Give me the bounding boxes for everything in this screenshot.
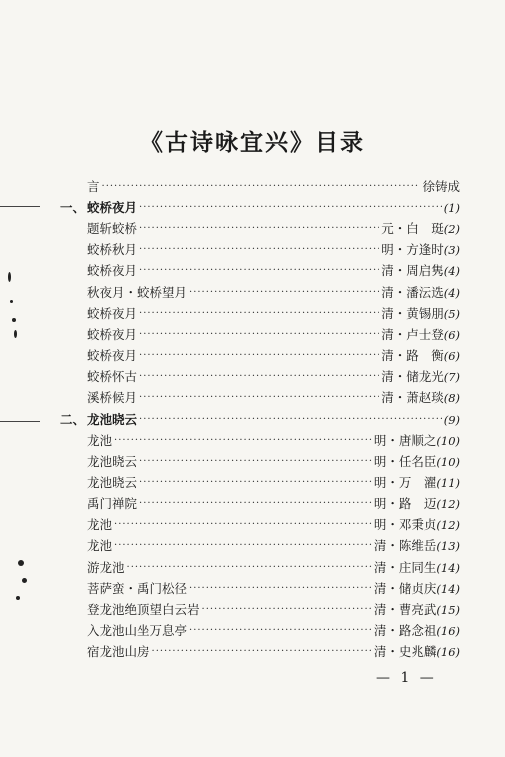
toc-entry-author: 明・方逢时 [381,242,444,258]
toc-entry-title: 龙池晓云 [87,474,138,490]
toc-entry-title: 言 [87,179,100,194]
toc-entry-title: 蛟桥夜月 [87,305,138,321]
toc-entry-page: (11) [436,475,460,490]
leader-dots [202,601,372,619]
leader-dots [114,537,372,555]
toc-entry-author: 清・卢士登 [381,326,444,342]
toc-entry-title: 溪桥候月 [87,390,138,406]
toc-entry-title: 蛟桥夜月 [87,348,138,364]
toc-entry-page: (12) [436,497,460,512]
toc-entry-title: 题斩蛟桥 [87,221,138,237]
toc-entry-author: 明・任名臣 [373,453,437,469]
leader-dots [189,622,372,640]
toc-row [60,643,460,661]
toc-entry-author: 徐铸成 [422,179,460,194]
toc-row [60,474,460,492]
toc-entry-author: 清・潘沄选 [381,284,444,300]
toc-row [60,241,460,259]
toc-entry-author: 清・陈维岳 [373,538,437,554]
leader-dots [189,284,379,302]
toc-row [60,432,460,450]
toc-entry-page: (7) [443,370,460,385]
leader-dots [139,305,379,323]
toc-entry-page: (4) [443,264,460,279]
toc-entry-title: 蛟桥怀古 [87,369,138,385]
toc-entry-author: 清・曹亮武 [373,601,437,617]
toc-row [60,495,460,513]
toc-section-row [60,411,460,429]
toc-entry-title: 龙池 [87,432,113,448]
toc-entry-page: (14) [436,560,460,575]
toc-entry-author: 清・周启隽 [381,263,444,279]
toc-entry-page: (6) [443,349,460,364]
toc-entry-title: 蛟桥秋月 [87,242,138,258]
toc-entry-author: 清・史兆麟 [373,644,437,660]
toc-entry-title: 蛟桥夜月 [87,326,138,342]
toc-entry-author: 明・唐顺之 [373,432,437,448]
leader-dots [139,411,442,429]
page-number: — 1 — [376,670,437,686]
leader-dots [139,389,379,407]
leader-dots [114,516,372,534]
toc-row [60,622,460,640]
toc-row [60,453,460,471]
section-number: 二、 [60,411,86,427]
toc-entry-title: 游龙池 [87,559,125,575]
leader-dots [139,453,372,471]
toc-row [60,262,460,280]
toc-entry-author: 清・萧赵琰 [381,390,444,406]
toc-entry-page: (5) [443,306,460,321]
toc-row [60,368,460,386]
toc-section-row [60,199,460,217]
toc-entry-page: (12) [436,518,460,533]
toc-entry-title: 龙池 [87,538,113,554]
toc-entry-author: 清・路 衡 [381,348,444,364]
leader-dots [139,326,379,344]
toc-entry-page: (16) [436,645,460,660]
toc-entry-page: (13) [436,539,460,554]
toc-entry-author: 明・万 濯 [373,474,437,490]
leader-dots [114,432,372,450]
toc-entry-author: 清・黄锡朋 [381,305,444,321]
leader-dots [139,474,372,492]
toc-row [60,559,460,577]
toc-row [60,305,460,323]
toc-entry-author: 清・储龙光 [381,369,444,385]
leader-dots [127,559,372,577]
leader-dots [152,643,372,661]
toc-row [60,580,460,598]
toc-entry-page: (1) [443,201,460,215]
toc-entry-page: (3) [443,243,460,258]
toc-entry-title: 禹门禅院 [87,496,138,512]
toc-row [60,220,460,238]
leader-dots [139,495,372,513]
section-number: 一、 [60,200,86,215]
toc-entry-page: (15) [436,602,460,617]
toc-entry-page: (10) [436,433,460,448]
toc-row [60,326,460,344]
toc-entry-title: 秋夜月・蛟桥望月 [87,284,188,300]
toc-entry-author: 明・邓秉贞 [373,517,437,533]
leader-dots [139,241,379,259]
toc-entry-author: 元・白 珽 [381,221,444,237]
toc-entry-title: 蛟桥夜月 [87,200,138,215]
toc-entry-title: 宿龙池山房 [87,644,150,660]
toc-entry-page: (9) [443,412,460,427]
page-title: 《古诗咏宜兴》目录 [140,129,365,156]
toc-entry-author: 明・路 迈 [373,496,437,512]
toc-row [60,516,460,534]
leader-dots [139,199,442,217]
toc-entry-title: 龙池晓云 [87,453,138,469]
toc-row [60,537,460,555]
toc-entry-title: 龙池晓云 [87,411,138,427]
leader-dots [189,580,372,598]
toc-entry-page: (4) [443,285,460,300]
toc-entry-author: 清・路念祖 [373,623,437,638]
toc-entry-page: (8) [443,391,460,406]
toc-entry-title: 菩萨蛮・禹门松径 [87,580,188,596]
toc-entry-author: 清・储贞庆 [373,580,437,596]
toc-entry-page: (2) [443,222,460,237]
toc-entry-page: (6) [443,327,460,342]
toc-row [60,389,460,407]
toc-entry-title: 登龙池绝顶望白云岩 [87,601,200,617]
toc-entry-title: 入龙池山坐万息亭 [87,623,188,638]
leader-dots [139,220,379,238]
toc-entry-author: 清・庄同生 [373,559,437,575]
toc-entry-title: 蛟桥夜月 [87,263,138,279]
toc-entry-title: 龙池 [87,517,113,533]
toc-entry-page: (10) [436,454,460,469]
toc-entry-page: (16) [436,624,460,638]
toc-row [60,284,460,302]
leader-dots [139,262,379,280]
toc-entry-page: (14) [436,581,460,596]
leader-dots [139,347,379,365]
leader-dots [139,368,379,386]
toc-row [60,601,460,619]
toc-row [60,347,460,365]
